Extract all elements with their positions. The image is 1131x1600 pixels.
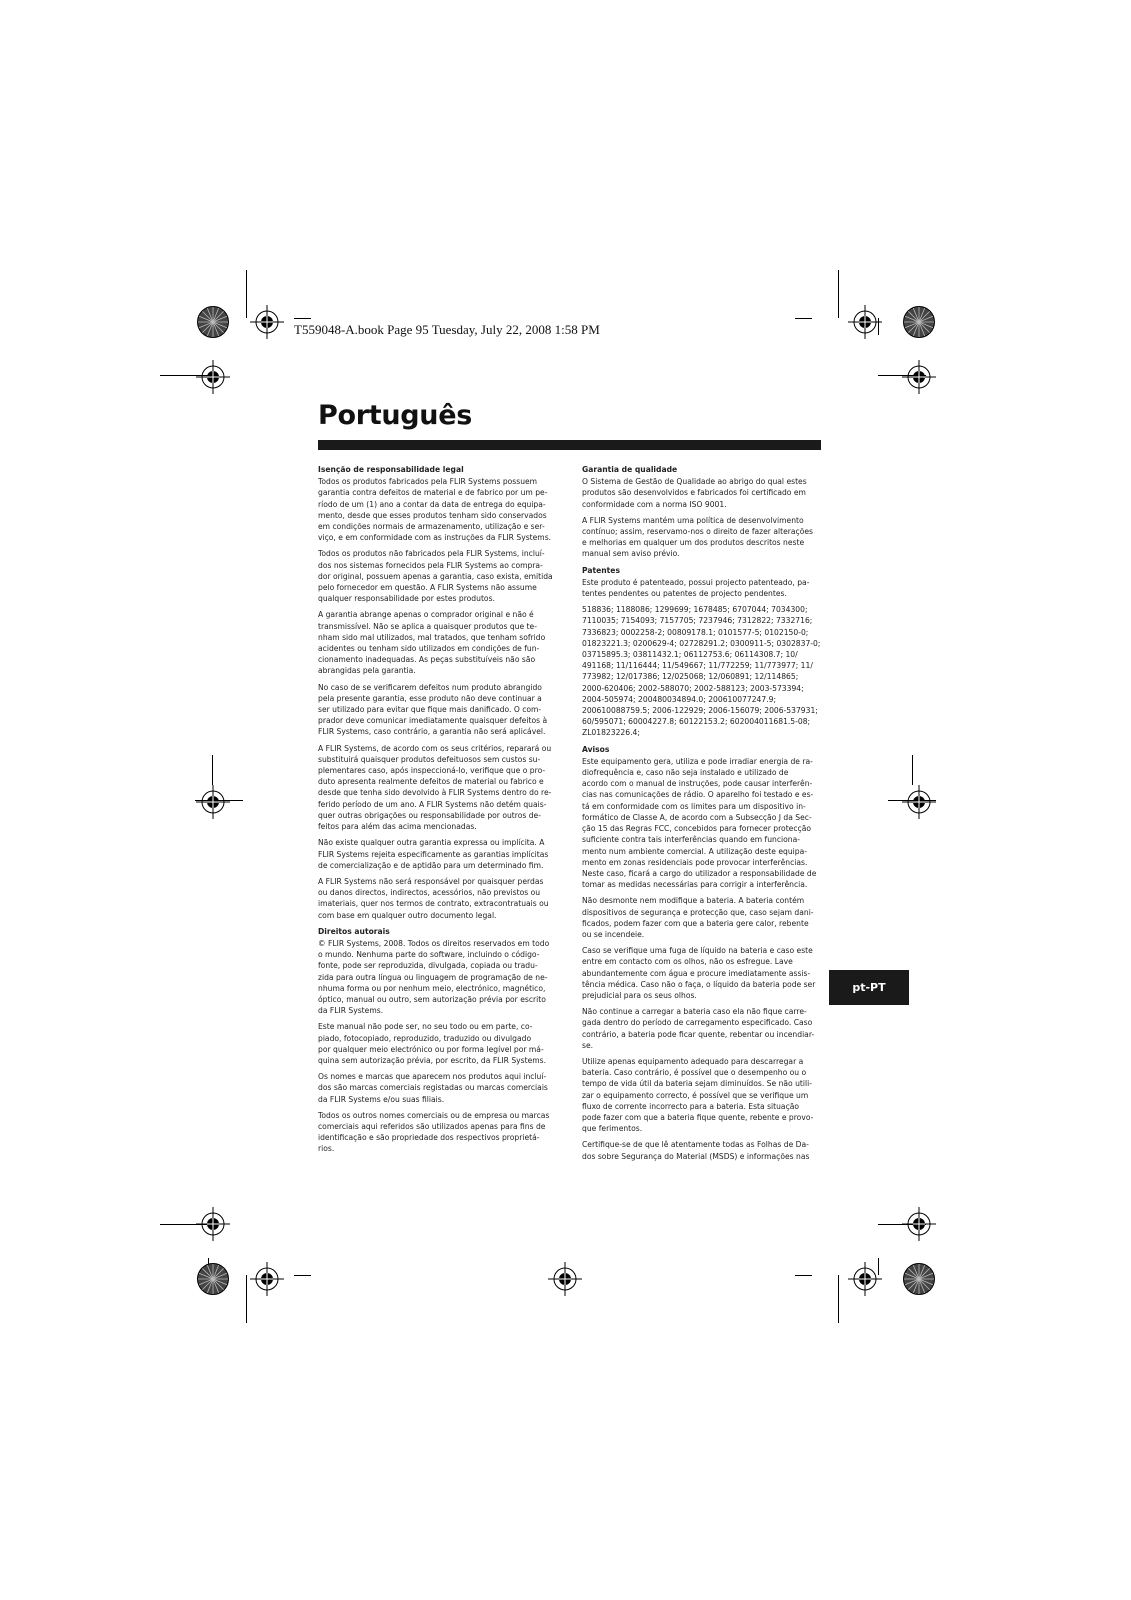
paragraph: A FLIR Systems não será responsável por quaisquer perdas ou danos directos, indirectos, acessórios, não previstos ou imateriais, quer nos termos de contrato, extracontratuais ou com base em qualquer outro documento legal.: [318, 876, 549, 920]
registration-target-icon: [196, 360, 230, 394]
paragraph: © FLIR Systems, 2008. Todos os direitos reservados em todo o mundo. Nenhuma parte do software, incluindo o código- fonte, pode ser reproduzida, divulgada, copiada ou tradu- zida para outra língua ou linguagem de programação de ne- nhuma forma ou por nenhum meio, electrónico, magnético, óptico, manual ou outro, sem autorização prévia por escrito da FLIR Systems.: [318, 938, 550, 1016]
registration-target-icon: [848, 305, 882, 339]
paragraph: Certifique-se de que lê atentamente todas as Folhas de Da- dos sobre Segurança do Material (MSDS) e informações nas: [582, 1140, 810, 1161]
paragraph: Não existe qualquer outra garantia expressa ou implícita. A FLIR Systems rejeita especificamente as garantias implícitas de comercialização e de aptidão para um determinado fim.: [318, 838, 549, 870]
section-heading: Garantia de qualidade: [582, 465, 678, 474]
paragraph: A FLIR Systems, de acordo com os seus critérios, reparará ou substituirá quaisquer produtos defeituosos sem custos su- plementares caso, após inspeccioná-lo, verifique que o pro- duto apresenta realmente defeitos de material ou fabrico e desde que tenha sido devolvido à FLIR Systems dentro do re- ferido período de um ano. A FLIR Systems não detém quais- quer outras obrigações ou responsabilidade por outros de- feitos para além das acima mencionadas.: [318, 743, 552, 832]
right-column: [582, 464, 821, 1167]
registration-target-icon: [902, 1207, 936, 1241]
paragraph: Este equipamento gera, utiliza e pode irradiar energia de ra- diofrequência e, caso não seja instalado e utilizado de acordo com o manual de instruções, pode causar interferên- cias nas comunicações de rádio. O aparelho foi testado e es- tá em conformidade com os limites para um dispositivo in- formático de Classe A, de acordo com a Subsecção J da Sec- ção 15 das Regras FCC, concebidos para fornecer protecção suficiente contra tais interferências quando em funciona- mento num ambiente comercial. A utilização deste equipa- mento em zonas residenciais pode provocar interferências. Neste caso, ficará a cargo do utilizador a responsabilidade de tomar as medidas necessárias para corrigir a interferência.: [582, 756, 817, 890]
section-heading: Avisos: [582, 744, 610, 754]
paragraph: Este manual não pode ser, no seu todo ou em parte, co- piado, fotocopiado, reproduzido, traduzido ou divulgado por qualquer meio electrónico ou por forma legível por má- quina sem autorização prévia, por escrito, da FLIR Systems.: [318, 1022, 547, 1065]
paragraph: Todos os produtos fabricados pela FLIR Systems possuem garantia contra defeitos de material e de fabrico por um pe- ríodo de um (1) ano a contar da data de entrega do equipa- mento, desde que esses produtos tenham sido conservados em condições normais de armazenamento, utilização e ser- viço, e em conformidade com as instruções da FLIR Systems.: [318, 477, 552, 543]
paragraph: No caso de se verificarem defeitos num produto abrangido pela presente garantia, esse produto não deve continuar a ser utilizado para evitar que fique mais danificado. O com- prador deve comunicar imediatamente quaisquer defeitos à FLIR Systems, caso contrário, a garantia não será aplicável.: [318, 682, 548, 737]
registration-target-icon: [548, 1262, 582, 1296]
paragraph: Todos os produtos não fabricados pela FLIR Systems, incluí- dos nos sistemas fornecidos pela FLIR Systems ao compra- dor original, possuem apenas a garantia, caso exista, emitida pelo fornecedor em questão. A FLIR Systems não assume qualquer responsabilidade por estes produtos.: [318, 549, 553, 604]
left-column: [318, 464, 553, 1160]
paragraph: A garantia abrange apenas o comprador original e não é transmissível. Não se aplica a quaisquer produtos que te- nham sido mal utilizados, mal tratados, que tenham sofrido acidentes ou tenham sido utilizados em condições de fun- cionamento inadequadas. As peças substituíveis não são abrangidas pela garantia.: [318, 610, 546, 676]
paragraph: Todos os outros nomes comerciais ou de empresa ou marcas comerciais aqui referidos são utilizados apenas para fins de identificação e são propriedade dos respectivos proprietá- rios.: [318, 1110, 550, 1154]
title-rule: [318, 440, 821, 450]
page-title: Português: [318, 400, 473, 431]
starburst-mark-icon: [196, 1262, 230, 1296]
starburst-mark-icon: [902, 1262, 936, 1296]
registration-target-icon: [902, 360, 936, 394]
registration-target-icon: [250, 1262, 284, 1296]
paragraph: Não continue a carregar a bateria caso ela não fique carre- gada dentro do período de carregamento especificado. Caso contrário, a bateria pode ficar quente, rebentar ou incendiar- se.: [582, 1007, 815, 1050]
starburst-mark-icon: [902, 305, 936, 339]
paragraph: O Sistema de Gestão de Qualidade ao abrigo do qual estes produtos são desenvolvidos e fabricados foi certificado em conformidade com a norma ISO 9001.: [582, 477, 807, 509]
paragraph: Este produto é patenteado, possui projecto patenteado, pa- tentes pendentes ou patentes de projecto pendentes.: [582, 577, 810, 599]
paragraph: Utilize apenas equipamento adequado para descarregar a bateria. Caso contrário, é possível que o desempenho ou o tempo de vida útil da bateria sejam diminuídos. Se não utili- zar o equipamento correcto, é possível que se verifique um fluxo de corrente incorrecto para a bateria. Esta situação pode fazer com que a bateria fique quente, rebente e provo- que ferimentos.: [582, 1056, 814, 1134]
registration-target-icon: [196, 1207, 230, 1241]
print-header-line: T559048-A.book Page 95 Tuesday, July 22, 2008 1:58 PM: [294, 322, 600, 337]
registration-target-icon: [902, 785, 936, 819]
paragraph: Não desmonte nem modifique a bateria. A bateria contém dispositivos de segurança e protecção que, caso sejam dani- ficados, podem fazer com que a bateria gere calor, rebente ou se incendeie.: [582, 896, 814, 939]
language-tab: pt-PT: [829, 970, 909, 1005]
paragraph: A FLIR Systems mantém uma política de desenvolvimento contínuo; assim, reservamo-nos o direito de fazer alterações e melhorias em qualquer um dos produtos descritos neste manual sem aviso prévio.: [582, 515, 813, 559]
section-heading: Patentes: [582, 565, 620, 575]
registration-target-icon: [250, 305, 284, 339]
registration-target-icon: [848, 1262, 882, 1296]
section-heading: Isenção de responsabilidade legal: [318, 465, 464, 474]
paragraph: Caso se verifique uma fuga de líquido na bateria e caso este entre em contacto com os olhos, não os esfregue. Lave abundantemente com água e procure imediatamente assis- tência médica. Caso não o faça, o líquido da bateria pode ser prejudicial para os seus olhos.: [582, 946, 816, 1000]
patent-list: 518836; 1188086; 1299699; 1678485; 6707044; 7034300; 7110035; 7154093; 7157705; 7237946; 7312822; 7332716; 7336823; 0002258-2; 00809178.1; 0101577-5; 0102150-0; 01823221.3; 0200629-4; 02728291.2; 0300911-5; 0302837-0; 03715895.3; 03811432.1; 06112753.6; 06114308.7; 10/ 491168; 11/116444; 11/549667; 11/772259; 11/773977; 11/ 773982; 12/017386; 12/025068; 12/060891; 12/114865; 2000-620406; 2002-588070; 2002-588123; 2003-573394; 2004-505974; 200480034894.0; 200610077247.9; 200610088759.5; 2006-122929; 2006-156079; 2006-537931; 60/595071; 60004227.8; 60122153.2; 602004011681.5-08; ZL01823226.4;: [582, 605, 821, 738]
starburst-mark-icon: [196, 305, 230, 339]
paragraph: Os nomes e marcas que aparecem nos produtos aqui incluí- dos são marcas comerciais registadas ou marcas comerciais da FLIR Systems e/ou suas filiais.: [318, 1072, 548, 1104]
registration-target-icon: [196, 785, 230, 819]
section-heading: Direitos autorais: [318, 926, 390, 936]
